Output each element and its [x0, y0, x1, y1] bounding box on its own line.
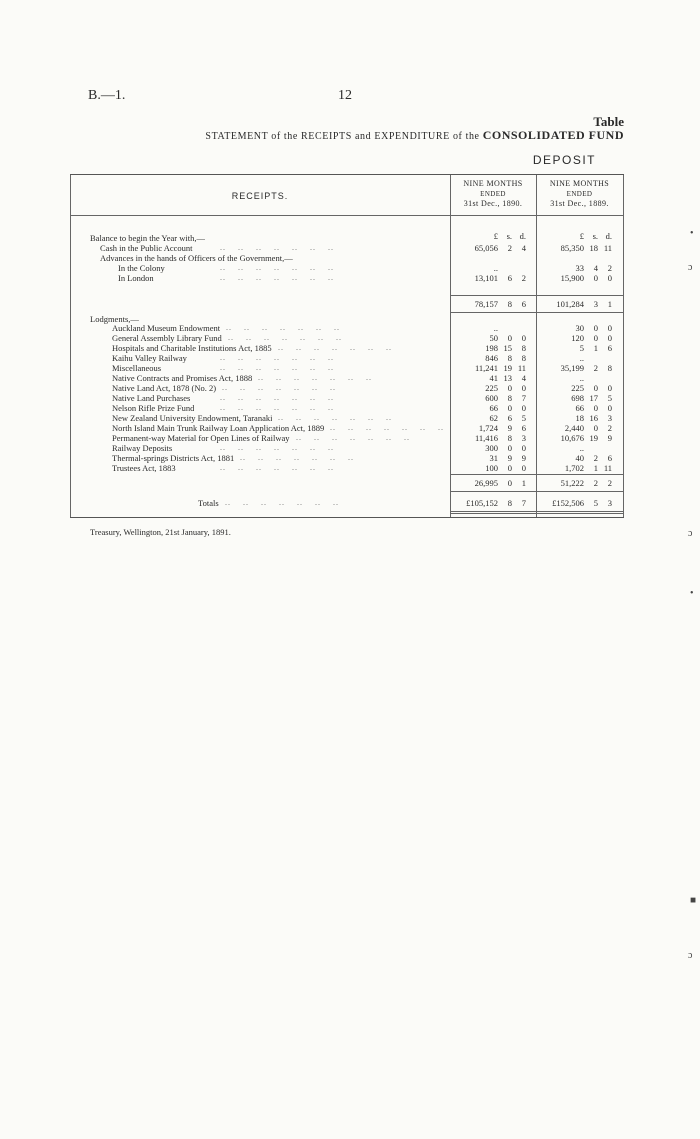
cell-shillings: 15: [503, 343, 512, 353]
row-label: Trustees Act, 1883: [112, 463, 176, 473]
cell-pounds: 10,676: [560, 433, 584, 443]
unit-shillings: s.: [506, 231, 512, 241]
subtotal-rule: [450, 312, 624, 313]
cell-pounds: 41: [489, 373, 498, 383]
unit-pounds: £: [579, 231, 584, 241]
table-row: [70, 383, 624, 393]
leader-dots: .. .. .. .. .. .. ..: [296, 433, 410, 442]
row-label: In the Colony: [118, 263, 165, 273]
cell-shillings: 4: [593, 263, 598, 273]
col2-header-line3: 31st Dec., 1889.: [550, 199, 609, 208]
cell-shillings: 0: [593, 333, 598, 343]
cell-pounds: ..: [579, 443, 584, 453]
cell-pounds: 198: [485, 343, 498, 353]
cell-shillings: 1: [593, 343, 598, 353]
cell-shillings: 0: [507, 383, 512, 393]
subtotal-rule: [450, 295, 624, 296]
row-label: Lodgments,—: [90, 314, 139, 324]
cell-pence: 1: [607, 299, 612, 309]
table-row: [70, 243, 624, 253]
leader-dots: .. .. .. .. .. .. ..: [220, 393, 334, 402]
edge-mark: ɔ: [688, 950, 693, 961]
cell-pounds: 11,241: [474, 363, 498, 373]
cell-shillings: 0: [593, 273, 598, 283]
cell-shillings: 9: [507, 453, 512, 463]
cell-shillings: 6: [507, 273, 512, 283]
row-label: New Zealand University Endowment, Taranaki: [112, 413, 273, 423]
cell-pounds: 5: [579, 343, 584, 353]
cell-pounds: 50: [489, 333, 498, 343]
cell-pence: 3: [607, 413, 612, 423]
cell-shillings: 3: [593, 299, 598, 309]
cell-shillings: 6: [507, 413, 512, 423]
cell-pence: 0: [521, 463, 526, 473]
cell-shillings: 8: [507, 299, 512, 309]
unit-pence: d.: [605, 231, 612, 241]
cell-pence: 6: [607, 343, 612, 353]
cell-pence: 11: [517, 363, 526, 373]
leader-dots: .. .. .. .. .. .. ..: [220, 353, 334, 362]
total-rule: [450, 511, 624, 512]
cell-pounds: £152,506: [552, 498, 584, 508]
balance-total-row: [70, 299, 624, 309]
leader-dots: .. .. .. .. .. .. ..: [225, 498, 339, 507]
row-label: Kaihu Valley Railway: [112, 353, 187, 363]
cell-pence: 0: [521, 333, 526, 343]
cell-pounds: 65,056: [474, 243, 498, 253]
row-label: General Assembly Library Fund: [112, 333, 222, 343]
leader-dots: .. .. .. .. .. .. ..: [220, 443, 334, 452]
unit-pounds: £: [493, 231, 498, 241]
table-row: [70, 353, 624, 363]
cell-pounds: 225: [571, 383, 584, 393]
col2-header: [536, 179, 623, 209]
cell-shillings: 0: [507, 463, 512, 473]
edge-mark: ɔ: [688, 528, 693, 539]
leader-dots: .. .. .. .. .. .. ..: [330, 423, 444, 432]
leader-dots: .. .. .. .. .. .. ..: [278, 343, 392, 352]
edge-mark: •: [690, 228, 694, 239]
cell-pounds: 85,350: [560, 243, 584, 253]
cell-shillings: 16: [589, 413, 598, 423]
cell-shillings: 2: [593, 478, 598, 488]
table-row: [70, 333, 624, 343]
cell-pence: 0: [607, 323, 612, 333]
row-label: In London: [118, 273, 154, 283]
leader-dots: .. .. .. .. .. .. ..: [240, 453, 354, 462]
table-row: [70, 323, 624, 333]
cell-pence: 0: [521, 403, 526, 413]
subtotal-rule: [450, 491, 624, 492]
page-reference: B.—1.: [88, 88, 126, 103]
col2-header-line2: ENDED: [566, 190, 593, 198]
cell-pounds: 1,702: [564, 463, 584, 473]
row-label: Auckland Museum Endowment: [112, 323, 221, 333]
cell-shillings: 0: [507, 333, 512, 343]
leader-dots: .. .. .. .. .. .. ..: [222, 383, 336, 392]
cell-pounds: 35,199: [560, 363, 584, 373]
cell-pounds: 225: [485, 383, 498, 393]
table-row: [70, 433, 624, 443]
cell-shillings: 19: [589, 433, 598, 443]
cell-pence: 3: [521, 433, 526, 443]
cell-pence: 1: [521, 478, 526, 488]
table-row: [70, 393, 624, 403]
statement-subtitle: DEPOSIT: [532, 153, 596, 167]
receipts-header: RECEIPTS.: [231, 191, 289, 201]
cell-shillings: 0: [507, 443, 512, 453]
cell-pence: 5: [521, 413, 526, 423]
leader-dots: .. .. .. .. .. .. ..: [258, 373, 372, 382]
cell-pounds: 33: [575, 263, 584, 273]
leader-dots: .. .. .. .. .. .. ..: [220, 273, 334, 282]
unit-shillings: s.: [592, 231, 598, 241]
cell-pence: 2: [607, 263, 612, 273]
cell-pence: 0: [607, 403, 612, 413]
table-row: [70, 363, 624, 373]
cell-pence: 0: [607, 273, 612, 283]
cell-shillings: 8: [507, 353, 512, 363]
unit-pence: d.: [519, 231, 526, 241]
cell-pounds: 600: [485, 393, 498, 403]
cell-shillings: 0: [507, 403, 512, 413]
row-label: Advances in the hands of Officers of the Government,—: [100, 253, 293, 263]
cell-shillings: 18: [589, 243, 598, 253]
cell-pounds: 698: [571, 393, 584, 403]
leader-dots: .. .. .. .. .. .. ..: [220, 463, 334, 472]
table-row: [70, 343, 624, 353]
cell-pence: 6: [521, 423, 526, 433]
cell-pounds: 100: [485, 463, 498, 473]
cell-pounds: 15,900: [560, 273, 584, 283]
leader-dots: .. .. .. .. .. .. ..: [220, 263, 334, 272]
table-row: [70, 273, 624, 283]
cell-pounds: 31: [489, 453, 498, 463]
cell-pounds: ..: [493, 263, 498, 273]
cell-pence: 3: [607, 498, 612, 508]
page-number: 12: [338, 88, 352, 103]
table-row: [70, 253, 624, 263]
cell-pounds: 26,995: [474, 478, 498, 488]
col1-header: [450, 179, 536, 209]
cell-pence: 11: [603, 243, 612, 253]
cell-pounds: 120: [571, 333, 584, 343]
cell-shillings: 13: [503, 373, 512, 383]
cell-pounds: 13,101: [474, 273, 498, 283]
cell-pence: 2: [607, 478, 612, 488]
cell-pounds: 66: [489, 403, 498, 413]
row-label: Hospitals and Charitable Institutions Act, 1885: [112, 343, 272, 353]
cell-pence: 0: [607, 333, 612, 343]
leader-dots: .. .. .. .. .. .. ..: [278, 413, 392, 422]
leader-dots: .. .. .. .. .. .. ..: [228, 333, 342, 342]
grand-total-row: [70, 498, 624, 508]
table-label: Table: [593, 114, 624, 129]
lodgment-total-row: [70, 478, 624, 488]
cell-pence: 0: [607, 383, 612, 393]
cell-shillings: 0: [507, 478, 512, 488]
cell-pence: 0: [521, 443, 526, 453]
leader-dots: .. .. .. .. .. .. ..: [220, 243, 334, 252]
edge-mark: ɔ: [688, 262, 693, 273]
cell-shillings: 2: [593, 453, 598, 463]
balance-heading-row: [70, 233, 624, 243]
header-rule: [70, 215, 624, 216]
title-prefix: STATEMENT of the RECEIPTS and EXPENDITURE of the: [205, 131, 480, 142]
cell-pounds: 2,440: [564, 423, 584, 433]
cell-pence: 9: [521, 453, 526, 463]
cell-pence: 7: [521, 393, 526, 403]
col1-header-line1: NINE MONTHS: [463, 179, 523, 188]
row-label: Nelson Rifle Prize Fund: [112, 403, 195, 413]
row-label: Balance to begin the Year with,—: [90, 233, 205, 243]
cell-shillings: 8: [507, 393, 512, 403]
cell-pence: 0: [521, 383, 526, 393]
cell-shillings: 19: [503, 363, 512, 373]
leader-dots: .. .. .. .. .. .. ..: [220, 403, 334, 412]
cell-pence: 11: [603, 463, 612, 473]
cell-shillings: 0: [593, 423, 598, 433]
cell-shillings: 0: [593, 323, 598, 333]
cell-pounds: £105,152: [466, 498, 498, 508]
totals-label: Totals: [198, 498, 219, 508]
cell-pounds: 62: [489, 413, 498, 423]
leader-dots: .. .. .. .. .. .. ..: [226, 323, 340, 332]
cell-pence: 8: [607, 363, 612, 373]
row-label: Railway Deposits: [112, 443, 173, 453]
cell-pence: 4: [521, 373, 526, 383]
row-label: North Island Main Trunk Railway Loan Application Act, 1889: [112, 423, 325, 433]
cell-shillings: 17: [589, 393, 598, 403]
total-rule: [450, 513, 624, 514]
cell-pounds: 11,416: [474, 433, 498, 443]
row-label: Native Land Purchases: [112, 393, 191, 403]
edge-mark: ■: [690, 895, 697, 906]
cell-pence: 4: [521, 243, 526, 253]
cell-pence: 2: [607, 423, 612, 433]
edge-mark: •: [690, 588, 694, 599]
col1-header-line3: 31st Dec., 1890.: [463, 199, 523, 208]
row-label: Cash in the Public Account: [100, 243, 193, 253]
cell-shillings: 8: [507, 433, 512, 443]
cell-pounds: 846: [485, 353, 498, 363]
cell-shillings: 1: [593, 463, 598, 473]
cell-shillings: 0: [593, 403, 598, 413]
cell-pence: 6: [521, 299, 526, 309]
cell-pounds: 66: [575, 403, 584, 413]
cell-pounds: 101,284: [556, 299, 584, 309]
cell-pounds: 18: [575, 413, 584, 423]
cell-pounds: 30: [575, 323, 584, 333]
cell-shillings: 8: [507, 498, 512, 508]
footer-note: Treasury, Wellington, 21st January, 1891.: [90, 527, 231, 537]
cell-pounds: 78,157: [474, 299, 498, 309]
cell-pounds: 51,222: [560, 478, 584, 488]
table-row: [70, 463, 624, 473]
cell-pence: 6: [607, 453, 612, 463]
title-fund-name: CONSOLIDATED FUND: [482, 128, 624, 142]
leader-dots: .. .. .. .. .. .. ..: [220, 363, 334, 372]
cell-shillings: 2: [507, 243, 512, 253]
cell-shillings: 9: [507, 423, 512, 433]
cell-pounds: 40: [575, 453, 584, 463]
table-row: [70, 443, 624, 453]
row-label: Native Contracts and Promises Act, 1888: [112, 373, 253, 383]
cell-pence: 5: [607, 393, 612, 403]
cell-shillings: 0: [593, 383, 598, 393]
cell-pence: 2: [521, 273, 526, 283]
cell-pence: 8: [521, 353, 526, 363]
cell-shillings: 5: [593, 498, 598, 508]
table-row: [70, 453, 624, 463]
cell-pounds: ..: [579, 373, 584, 383]
table-row: [70, 413, 624, 423]
table-row: [70, 423, 624, 433]
cell-pounds: 300: [485, 443, 498, 453]
col1-header-line2: ENDED: [480, 190, 506, 198]
cell-pounds: ..: [579, 353, 584, 363]
row-label: Native Land Act, 1878 (No. 2): [112, 383, 217, 393]
cell-pence: 7: [521, 498, 526, 508]
table-row: [70, 373, 624, 383]
statement-title: [205, 128, 624, 143]
table-row: [70, 263, 624, 273]
row-label: Thermal-springs Districts Act, 1881: [112, 453, 235, 463]
cell-pounds: 1,724: [478, 423, 498, 433]
row-label: Permanent-way Material for Open Lines of Railway: [112, 433, 290, 443]
table-row: [70, 403, 624, 413]
cell-pence: 9: [607, 433, 612, 443]
col2-header-line1: NINE MONTHS: [549, 179, 610, 188]
cell-pence: 8: [521, 343, 526, 353]
receipts-table: [70, 174, 624, 518]
row-label: Miscellaneous: [112, 363, 162, 373]
subtotal-rule: [450, 474, 624, 475]
cell-shillings: 2: [593, 363, 598, 373]
cell-pounds: ..: [493, 323, 498, 333]
